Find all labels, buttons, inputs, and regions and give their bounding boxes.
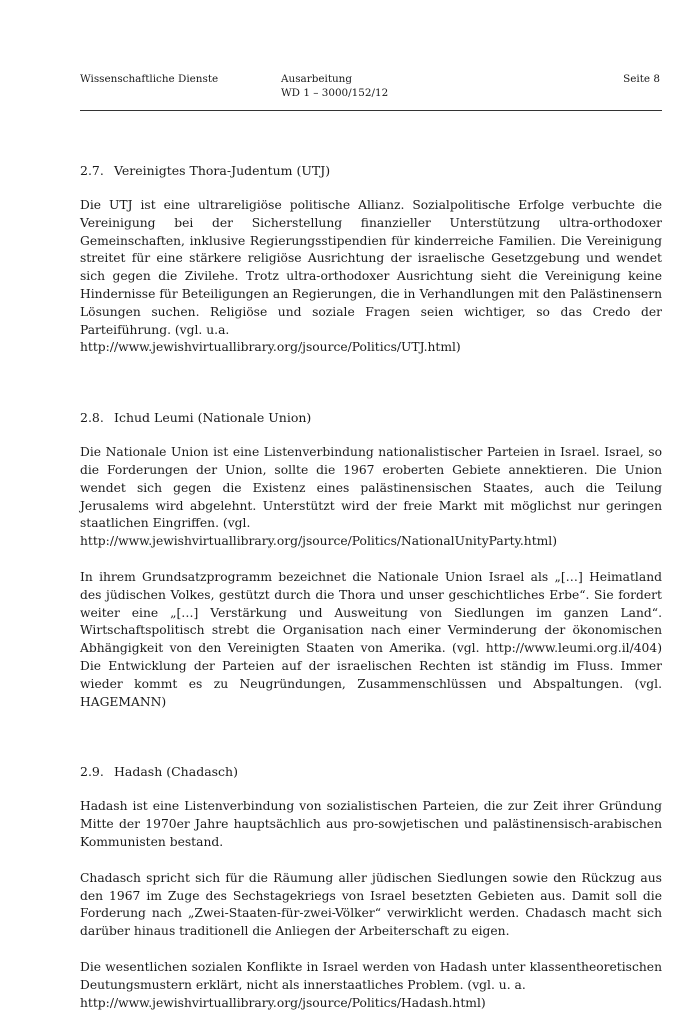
source-url: http://www.jewishvirtuallibrary.org/jsource/Politics/UTJ.html): [80, 339, 662, 357]
header-document-id: WD 1 – 3000/152/12: [281, 86, 388, 100]
paragraph-text: Die wesentlichen sozialen Konflikte in Israel werden von Hadash unter klassentheoretischen Deutungsmustern erklärt, nicht als innerstaatliches Problem. (vgl. u. a.: [80, 960, 662, 992]
section-number: 2.7.: [80, 162, 114, 180]
section-title: Hadash (Chadasch): [114, 764, 238, 779]
section-title: Vereinigtes Thora-Judentum (UTJ): [114, 163, 330, 178]
document-body: [80, 162, 662, 1012]
section-title: Ichud Leumi (Nationale Union): [114, 410, 311, 425]
section-hadash: [80, 763, 662, 1012]
section-number: 2.9.: [80, 763, 114, 781]
paragraph: [80, 569, 662, 711]
paragraph-text: In ihrem Grundsatzprogramm bezeichnet die Nationale Union Israel als „[…] Heimatland des jüdischen Volkes, gestützt durch die Thora und unser geschichtliches Erbe“. Sie fordert weiter eine „[…] Verstärkung und Ausweitung von Siedlungen im ganzen Land“. Wirtschaftspolitisch strebt die Organisation nach einer Verminderung der ökonomischen Abhängigkeit von den Vereinigten Staaten von Amerika. (vgl. http://www.leumi.org.il/404) Die Entwicklung der Parteien auf der israelischen Rechten ist ständig im Fluss. Immer wieder kommt es zu Neugründungen, Zusammenschlüssen und Abspaltungen. (vgl. HAGEMANN): [80, 570, 662, 709]
section-number: 2.8.: [80, 409, 114, 427]
paragraph: [80, 444, 662, 551]
header-organization: Wissenschaftliche Dienste: [80, 72, 218, 86]
header-document-type: Ausarbeitung: [281, 72, 388, 86]
header-page-number: Seite 8: [623, 72, 660, 86]
source-url: http://www.jewishvirtuallibrary.org/jsource/Politics/Hadash.html): [80, 995, 662, 1012]
section-utj: [80, 162, 662, 357]
paragraph-text: Die Nationale Union ist eine Listenverbindung nationalistischer Parteien in Israel. Israel, so die Forderungen der Union, sollte die 1967 eroberten Gebiete annektieren. Die Union wendet sich gegen die Existenz eines palästinensischen Staates, auch die Teilung Jerusalems wird abgelehnt. Unterstützt wird der freie Markt mit möglichst nur geringen staatlichen Eingriffen. (vgl.: [80, 445, 662, 530]
paragraph-text: Chadasch spricht sich für die Räumung aller jüdischen Siedlungen sowie den Rückzug aus den 1967 im Zuge des Sechstagekriegs von Israel besetzten Gebieten aus. Damit soll die Forderung nach „Zwei-Staaten-für-zwei-Völker“ verwirklicht werden. Chadasch macht sich darüber hinaus traditionell die Anliegen der Arbeiterschaft zu eigen.: [80, 871, 662, 938]
section-ichud-leumi: [80, 409, 662, 711]
header-document-info: [281, 72, 388, 100]
paragraph: [80, 959, 662, 1012]
paragraph: [80, 197, 662, 357]
source-url: http://www.jewishvirtuallibrary.org/jsource/Politics/NationalUnityParty.html): [80, 533, 662, 551]
paragraph: [80, 798, 662, 851]
paragraph-text: Die UTJ ist eine ultrareligiöse politische Allianz. Sozialpolitische Erfolge verbuchte die Vereinigung bei der Sicherstellung finanzieller Unterstützung ultra-orthodoxer Gemeinschaften, inklusive Regierungsstipendien für kinderreiche Familien. Die Vereinigung streitet für eine stärkere religiöse Ausrichtung der israelische Gesetzgebung und wendet sich gegen die Zivilehe. Trotz ultra-orthodoxer Ausrichtung sieht die Vereinigung keine Hindernisse für Beteiligungen an Regierungen, die in Verhandlungen mit den Palästinensern Lösungen suchen. Religiöse und soziale Fragen seien wichtiger, so das Credo der Parteiführung. (vgl. u.a.: [80, 198, 662, 337]
paragraph: [80, 870, 662, 941]
section-heading: [80, 162, 662, 180]
page-header: [80, 72, 662, 111]
paragraph-text: Hadash ist eine Listenverbindung von sozialistischen Parteien, die zur Zeit ihrer Gründung Mitte der 1970er Jahre hauptsächlich aus pro-sowjetischen und palästinensisch-arabischen Kommunisten bestand.: [80, 799, 662, 849]
section-heading: [80, 409, 662, 427]
section-heading: [80, 763, 662, 781]
